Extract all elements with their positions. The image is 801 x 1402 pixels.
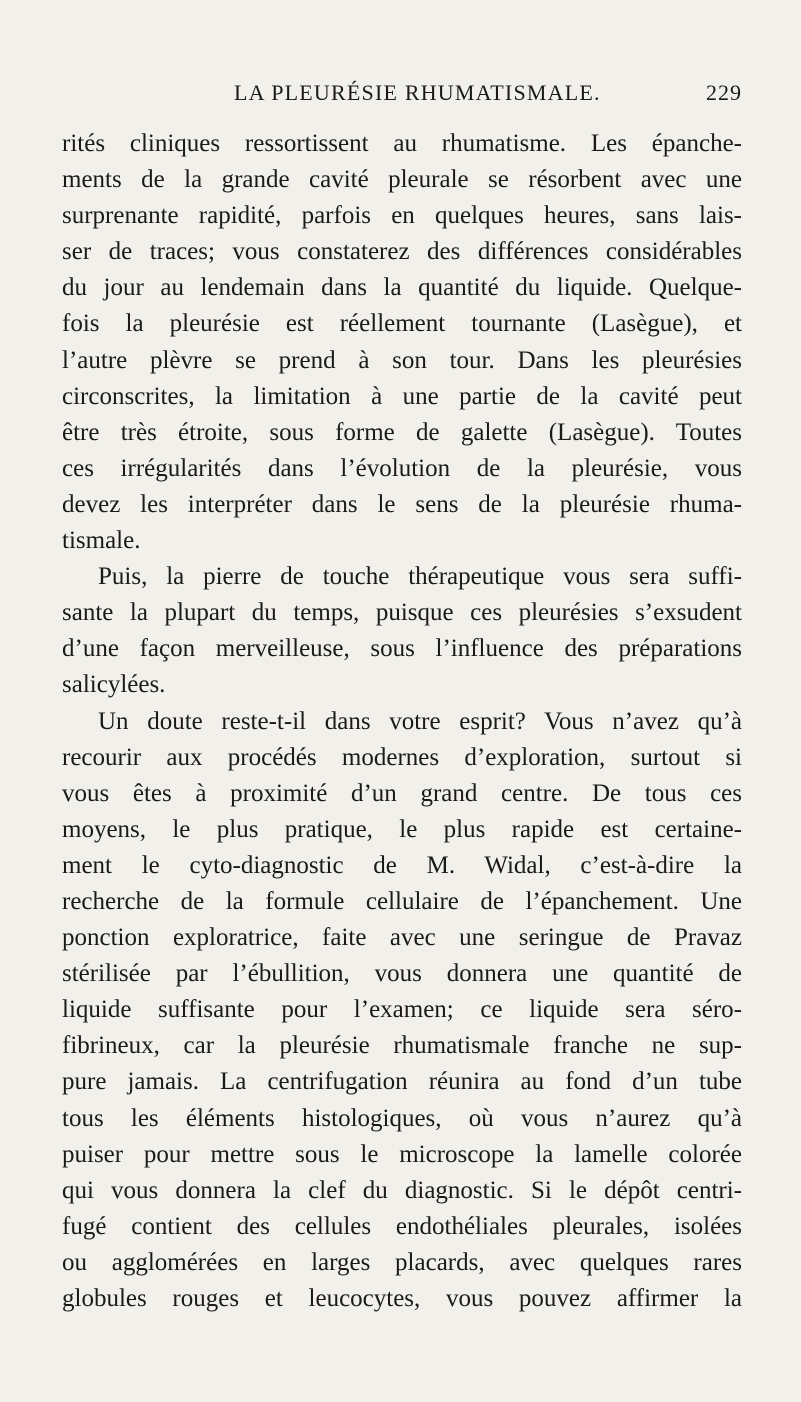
text-line: pure jamais. La centrifugation réunira au fond d’un tube xyxy=(62,1068,742,1096)
text-line: ponction exploratrice, faite avec une seringue de Pravaz xyxy=(62,924,742,952)
text-line: fugé contient des cellules endothéliales pleurales, isolées xyxy=(62,1212,742,1240)
text-line: fois la pleurésie est réellement tournante (Lasègue), et xyxy=(62,310,742,338)
text-line: qui vous donnera la clef du diagnostic. Si le dépôt centri- xyxy=(62,1176,742,1204)
text-line: Un doute reste-t-il dans votre esprit? Vous n’avez qu’à xyxy=(98,707,742,735)
page-number: 229 xyxy=(706,80,742,105)
text-line: ces irrégularités dans l’évolution de la pleurésie, vous xyxy=(62,454,742,482)
text-line: recherche de la formule cellulaire de l’épanchement. Une xyxy=(62,887,742,915)
text-line: être très étroite, sous forme de galette (Lasègue). Toutes xyxy=(62,418,742,446)
text-line: globules rouges et leucocytes, vous pouvez affirmer la xyxy=(62,1285,742,1312)
text-line: liquide suffisante pour l’examen; ce liquide sera séro- xyxy=(62,996,742,1024)
text-line: devez les interpréter dans le sens de la pleurésie rhuma- xyxy=(62,490,742,518)
text-line: surprenante rapidité, parfois en quelques heures, sans lais- xyxy=(62,202,742,230)
text-line: vous êtes à proximité d’un grand centre. De tous ces xyxy=(62,779,742,807)
text-line: tous les éléments histologiques, où vous n’aurez qu’à xyxy=(62,1104,742,1132)
body-text xyxy=(62,126,742,1317)
text-line: ment le cyto-diagnostic de M. Widal, c’est-à-dire la xyxy=(62,851,742,879)
page-header xyxy=(62,80,742,120)
text-line: sante la plupart du temps, puisque ces pleurésies s’exsudent xyxy=(62,599,742,627)
text-line: stérilisée par l’ébullition, vous donnera une quantité de xyxy=(62,960,742,988)
text-line: salicylées. xyxy=(62,671,166,699)
text-line: recourir aux procédés modernes d’exploration, surtout si xyxy=(62,743,742,771)
text-line: puiser pour mettre sous le microscope la lamelle colorée xyxy=(62,1140,742,1168)
text-line: circonscrites, la limitation à une partie de la cavité peut xyxy=(62,382,742,410)
running-title: LA PLEURÉSIE RHUMATISMALE. xyxy=(234,80,601,105)
text-line: moyens, le plus pratique, le plus rapide est certaine- xyxy=(62,815,742,843)
text-line: du jour au lendemain dans la quantité du liquide. Quelque- xyxy=(62,274,742,302)
text-line: fibrineux, car la pleurésie rhumatismale franche ne sup- xyxy=(62,1032,742,1060)
text-line: tismale. xyxy=(62,527,141,555)
text-line: ou agglomérées en larges placards, avec quelques rares xyxy=(62,1248,742,1276)
text-line: ments de la grande cavité pleurale se résorbent avec une xyxy=(62,166,742,194)
text-line: Puis, la pierre de touche thérapeutique vous sera suffi- xyxy=(98,563,742,591)
text-line: ser de traces; vous constaterez des différences considérables xyxy=(62,238,742,266)
text-line: d’une façon merveilleuse, sous l’influence des préparations xyxy=(62,635,742,663)
text-line: rités cliniques ressortissent au rhumatisme. Les épanche- xyxy=(62,130,742,157)
text-line: l’autre plèvre se prend à son tour. Dans les pleurésies xyxy=(62,346,742,374)
